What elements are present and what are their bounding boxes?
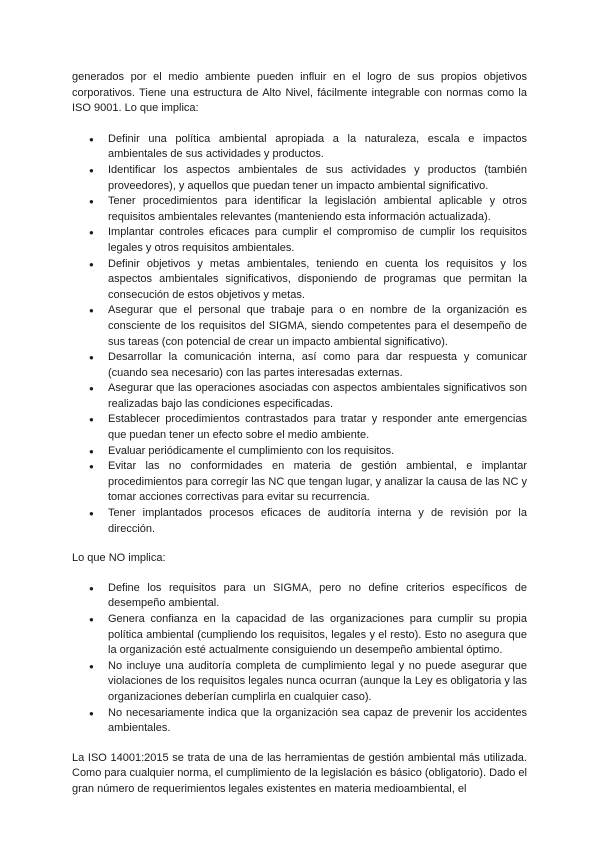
list-item — [72, 350, 527, 381]
list-item-text: Define los requisitos para un SIGMA, pero no define criterios específicos de desempeño ambiental. — [108, 581, 527, 610]
list-item-text: Tener procedimientos para identificar la legislación ambiental aplicable y otros requisitos ambientales relevantes (manteniendo esta información actualizada). — [108, 195, 527, 223]
list-item-text: No necesariamente indica que la organización sea capaz de prevenir los accidentes ambientales. — [108, 706, 527, 735]
list-item — [72, 612, 527, 659]
list-item — [72, 381, 527, 412]
list-item — [72, 659, 527, 706]
list-item-text: Tener implantados procesos eficaces de auditoría interna y de revisión por la dirección. — [108, 507, 527, 535]
implies-list — [72, 132, 527, 537]
list-item-text: Establecer procedimientos contrastados para tratar y responder ante emergencias que puedan tener un efecto sobre el medio ambiente. — [108, 413, 527, 442]
list-item — [72, 459, 527, 506]
list-item — [72, 303, 527, 350]
bullet-icon: ● — [89, 384, 94, 394]
list-item-text: Asegurar que el personal que trabaje para o en nombre de la organización es consciente de los requisitos del SIGMA, siendo competentes para el desempeño de sus tareas (con potencial de crear un impacto ambiental significativo). — [108, 304, 527, 348]
list-item — [72, 257, 527, 304]
bullet-icon: ● — [89, 306, 94, 316]
page-body — [72, 70, 527, 798]
bullet-icon: ● — [89, 259, 94, 269]
list-item-text: Evaluar periódicamente el cumplimiento con los requisitos. — [108, 444, 395, 457]
bullet-icon: ● — [89, 509, 94, 519]
bullet-icon: ● — [89, 228, 94, 238]
list-item-text: Genera confianza en la capacidad de las organizaciones para cumplir su propia política ambiental (cumpliendo los requisitos, legales y el resto). Esto no asegura que la organización esté actualmente consiguiendo un desempeño ambiental óptimo. — [108, 613, 527, 657]
list-item-text: Definir una política ambiental apropiada a la naturaleza, escala e impactos ambientales de sus actividades y productos. — [108, 132, 527, 161]
bullet-icon: ● — [89, 462, 94, 472]
list-item — [72, 163, 527, 194]
bullet-icon: ● — [89, 708, 94, 718]
list-item-text: Desarrollar la comunicación interna, así como para dar respuesta y comunicar (cuando sea necesario) con las partes interesadas externas. — [108, 351, 527, 379]
list-item-text: Identificar los aspectos ambientales de sus actividades y productos (también proveedores), y aquellos que puedan tener un impacto ambiental significativo. — [108, 163, 527, 192]
list-item-text: No incluye una auditoría completa de cumplimiento legal y no puede asegurar que violaciones de los requisitos legales nunca ocurran (aunque la Ley es obligatoria y las organizaciones deberían cumplirla en cualquier caso). — [108, 659, 527, 703]
not-implies-heading: Lo que NO implica: — [72, 552, 166, 565]
list-item-text: Evitar las no conformidades en materia de gestión ambiental, e implantar procedimientos para corregir las NC que tengan lugar, y analizar la causa de las NC y tomar acciones correctivas para evitar su recurrencia. — [108, 460, 527, 504]
list-item-text: Implantar controles eficaces para cumplir el compromiso de cumplir los requisitos legales y otros requisitos ambientales. — [108, 226, 527, 254]
bullet-icon: ● — [89, 661, 94, 671]
bullet-icon: ● — [89, 583, 94, 593]
bullet-icon: ● — [89, 615, 94, 624]
bullet-icon: ● — [89, 165, 94, 175]
bullet-icon: ● — [89, 134, 94, 144]
list-item — [72, 581, 527, 612]
intro-paragraph: generados por el medio ambiente pueden influir en el logro de sus propios objetivos corporativos. Tiene una estructura de Alto Nivel, fácilmente integrable con normas como la ISO 9001. Lo que implica: — [72, 71, 527, 115]
list-item — [72, 444, 527, 460]
list-item — [72, 194, 527, 225]
list-item — [72, 225, 527, 256]
bullet-icon: ● — [89, 353, 94, 363]
list-item — [72, 506, 527, 537]
bullet-icon: ● — [89, 197, 94, 207]
list-item — [72, 706, 527, 737]
list-item — [72, 132, 527, 163]
not-implies-list — [72, 581, 527, 737]
list-item — [72, 412, 527, 443]
closing-paragraph: La ISO 14001:2015 se trata de una de las herramientas de gestión ambiental más utilizada. Como para cualquier norma, el cumplimiento de la legislación es básico (obligatorio). Dado el gran número de requerimientos legales existentes en materia medioambiental, el — [72, 751, 527, 795]
bullet-icon: ● — [89, 446, 94, 456]
list-item-text: Definir objetivos y metas ambientales, teniendo en cuenta los requisitos y los aspectos ambientales significativos, disponiendo de programas que permitan la consecución de estos objetivos y metas. — [108, 257, 527, 301]
list-item-text: Asegurar que las operaciones asociadas con aspectos ambientales significativos son realizadas bajo las condiciones especificadas. — [108, 382, 527, 410]
bullet-icon: ● — [89, 415, 94, 425]
